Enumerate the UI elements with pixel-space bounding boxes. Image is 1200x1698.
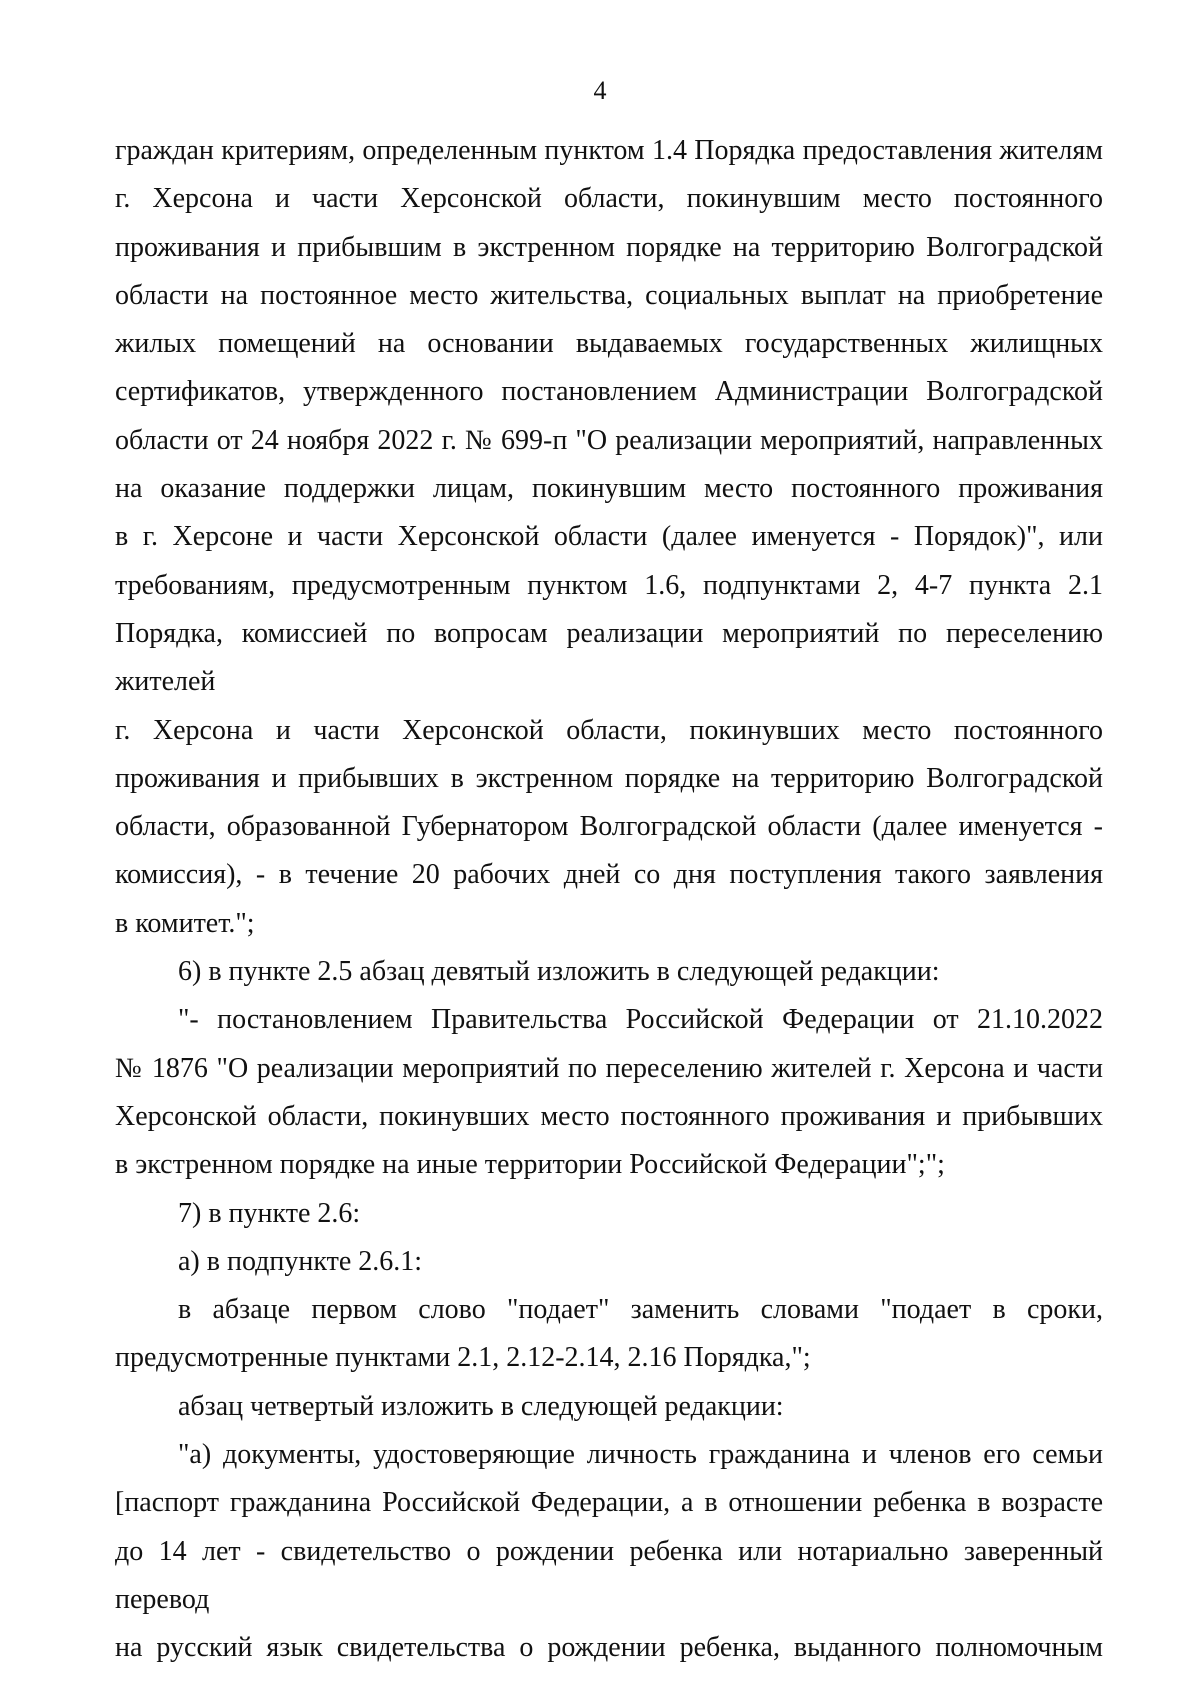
text-line: "- постановлением Правительства Российской Федерации от 21.10.2022 — [178, 1004, 1103, 1036]
text-line: комиссия), - в течение 20 рабочих дней со дня поступления такого заявления — [115, 859, 1103, 891]
text-line: до 14 лет - свидетельство о рождении ребенка или нотариально заверенный перевод — [115, 1535, 1103, 1615]
paragraph-1 — [115, 127, 1103, 948]
text-line: в экстренном порядке на иные территории Российской Федерации";"; — [115, 1149, 945, 1181]
paragraph-7 — [115, 1383, 1103, 1431]
text-line: "а) документы, удостоверяющие личность гражданина и членов его семьи — [178, 1439, 1103, 1471]
text-line: 6) в пункте 2.5 абзац девятый изложить в следующей редакции: — [178, 956, 940, 988]
text-line: проживания и прибывшим в экстренном порядке на территорию Волгоградской — [115, 231, 1103, 263]
text-line: требованиям, предусмотренным пунктом 1.6, подпунктами 2, 4-7 пункта 2.1 — [115, 569, 1103, 601]
paragraph-2 — [115, 948, 1103, 996]
text-line: сертификатов, утвержденного постановлением Администрации Волгоградской — [115, 376, 1103, 408]
text-line: проживания и прибывших в экстренном порядке на территорию Волгоградской — [115, 762, 1103, 794]
text-line: граждан критериям, определенным пунктом 1.4 Порядка предоставления жителям — [115, 135, 1103, 166]
text-line: г. Херсона и части Херсонской области, покинувшим место постоянного — [115, 183, 1103, 215]
text-line: жилых помещений на основании выдаваемых государственных жилищных — [115, 328, 1103, 360]
text-line: области от 24 ноября 2022 г. № 699-п "О реализации мероприятий, направленных — [115, 424, 1103, 456]
paragraph-6 — [115, 1286, 1103, 1383]
text-line: Херсонской области, покинувших место постоянного проживания и прибывших — [115, 1100, 1103, 1132]
paragraph-5 — [115, 1238, 1103, 1286]
text-line: на оказание поддержки лицам, покинувшим место постоянного проживания — [115, 473, 1103, 505]
paragraph-8 — [115, 1431, 1103, 1672]
text-line: области на постоянное место жительства, социальных выплат на приобретение — [115, 279, 1103, 311]
document-body — [115, 127, 1103, 1673]
text-line: [паспорт гражданина Российской Федерации, а в отношении ребенка в возрасте — [115, 1487, 1103, 1519]
text-line: на русский язык свидетельства о рождении ребенка, выданного полномочным — [115, 1632, 1103, 1664]
text-line: Порядка, комиссией по вопросам реализации мероприятий по переселению жителей — [115, 617, 1103, 698]
text-line: в г. Херсоне и части Херсонской области (далее именуется - Порядок)", или — [115, 521, 1103, 553]
text-line: предусмотренные пунктами 2.1, 2.12-2.14, 2.16 Порядка,"; — [115, 1342, 811, 1374]
text-line: 7) в пункте 2.6: — [178, 1197, 361, 1229]
paragraph-4 — [115, 1190, 1103, 1238]
text-line: абзац четвертый изложить в следующей редакции: — [178, 1390, 784, 1422]
text-line: № 1876 "О реализации мероприятий по переселению жителей г. Херсона и части — [115, 1052, 1103, 1084]
text-line: в абзаце первом слово "подает" заменить словами "подает в сроки, — [178, 1294, 1103, 1326]
text-line: в комитет."; — [115, 907, 255, 939]
text-line: области, образованной Губернатором Волгоградской области (далее именуется - — [115, 811, 1103, 843]
text-line: а) в подпункте 2.6.1: — [178, 1245, 423, 1277]
text-line: г. Херсона и части Херсонской области, покинувших место постоянного — [115, 714, 1103, 746]
paragraph-3 — [115, 996, 1103, 1189]
page-number: 4 — [593, 76, 607, 105]
